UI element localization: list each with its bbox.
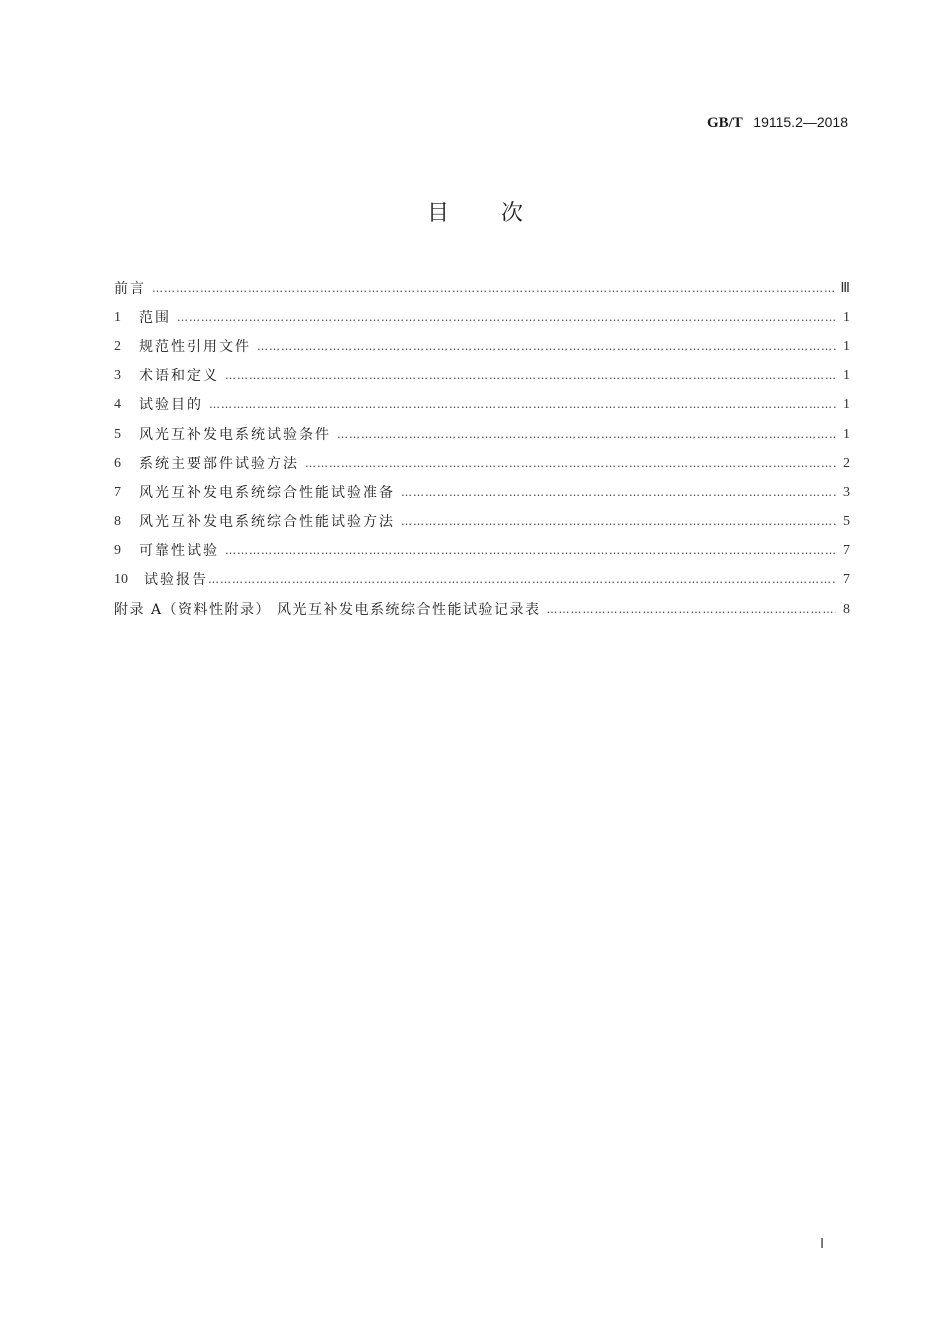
toc-entry[interactable] (114, 391, 850, 420)
leader-dots (337, 425, 836, 445)
toc-entry[interactable] (114, 449, 850, 478)
page-title: 目次 (426, 201, 575, 226)
toc-entry-title: 规范性引用文件 (139, 338, 251, 355)
leader-dots (209, 395, 836, 415)
toc-entry-appendix-a[interactable] (114, 595, 850, 624)
toc-entry-title: 可靠性试验 (139, 543, 219, 560)
leader-dots (208, 570, 836, 590)
toc-entry-page: 7 (843, 543, 850, 559)
toc-entry-title: 风光互补发电系统综合性能试验准备 (139, 484, 395, 501)
leader-dots (152, 279, 834, 299)
toc-entry[interactable] (114, 508, 850, 537)
leader-dots (305, 454, 836, 474)
toc-entry-title: 试验报告 (144, 572, 208, 589)
toc-entry[interactable] (114, 362, 850, 391)
toc-entry[interactable] (114, 303, 850, 332)
toc-entry-page: 2 (843, 455, 850, 471)
toc-entry-title: 风光互补发电系统试验条件 (139, 426, 331, 443)
standard-code (707, 114, 848, 132)
leader-dots (225, 541, 836, 561)
standard-prefix: GB/T (706, 115, 743, 131)
toc-entry-page: 1 (843, 368, 850, 384)
toc-entry-page: 1 (843, 309, 850, 325)
standard-number: 19115.2—2018 (753, 114, 848, 130)
toc-entry-foreword[interactable] (114, 274, 850, 303)
toc-entry-number: 3 (114, 368, 121, 384)
toc-entry-page: 5 (843, 514, 850, 530)
toc-entry-number: 6 (114, 455, 121, 471)
toc-entry-page: 3 (843, 484, 850, 500)
toc-entry-number: 7 (114, 484, 121, 500)
toc-entry[interactable] (114, 478, 850, 507)
toc-entry[interactable] (114, 420, 850, 449)
toc-entry-number: 9 (114, 543, 121, 559)
toc-entry-number: 5 (114, 426, 121, 442)
toc-entry-number: 2 (114, 338, 121, 354)
leader-dots (257, 337, 836, 357)
toc-entry-number: 10 (114, 572, 128, 588)
toc-entry-title: 附录 A（资料性附录） 风光互补发电系统综合性能试验记录表 (114, 601, 541, 618)
toc-entry-page: 7 (843, 572, 850, 588)
toc-entry-title: 试验目的 (139, 397, 203, 414)
toc-entry[interactable] (114, 537, 850, 566)
toc-entry-title: 范围 (139, 309, 171, 326)
toc-entry-number: 1 (114, 309, 121, 325)
toc-entry[interactable] (114, 566, 850, 595)
toc-entry-page: 8 (843, 601, 850, 617)
toc-entry-number: 8 (114, 514, 121, 530)
toc-entry-title: 前言 (114, 280, 146, 297)
leader-dots (225, 366, 836, 386)
toc-entry-title: 系统主要部件试验方法 (139, 455, 299, 472)
toc-entry-page: 1 (843, 426, 850, 442)
leader-dots (401, 483, 836, 503)
table-of-contents (114, 274, 850, 624)
leader-dots (177, 308, 836, 328)
leader-dots (547, 600, 836, 620)
toc-entry-number: 4 (114, 397, 121, 413)
toc-entry-page: Ⅲ (840, 280, 850, 296)
toc-entry-page: 1 (843, 397, 850, 413)
toc-entry[interactable] (114, 332, 850, 361)
toc-entry-title: 术语和定义 (139, 368, 219, 385)
toc-entry-title: 风光互补发电系统综合性能试验方法 (139, 514, 395, 531)
leader-dots (401, 512, 836, 532)
page-number: Ⅰ (820, 1237, 825, 1252)
toc-entry-page: 1 (843, 338, 850, 354)
